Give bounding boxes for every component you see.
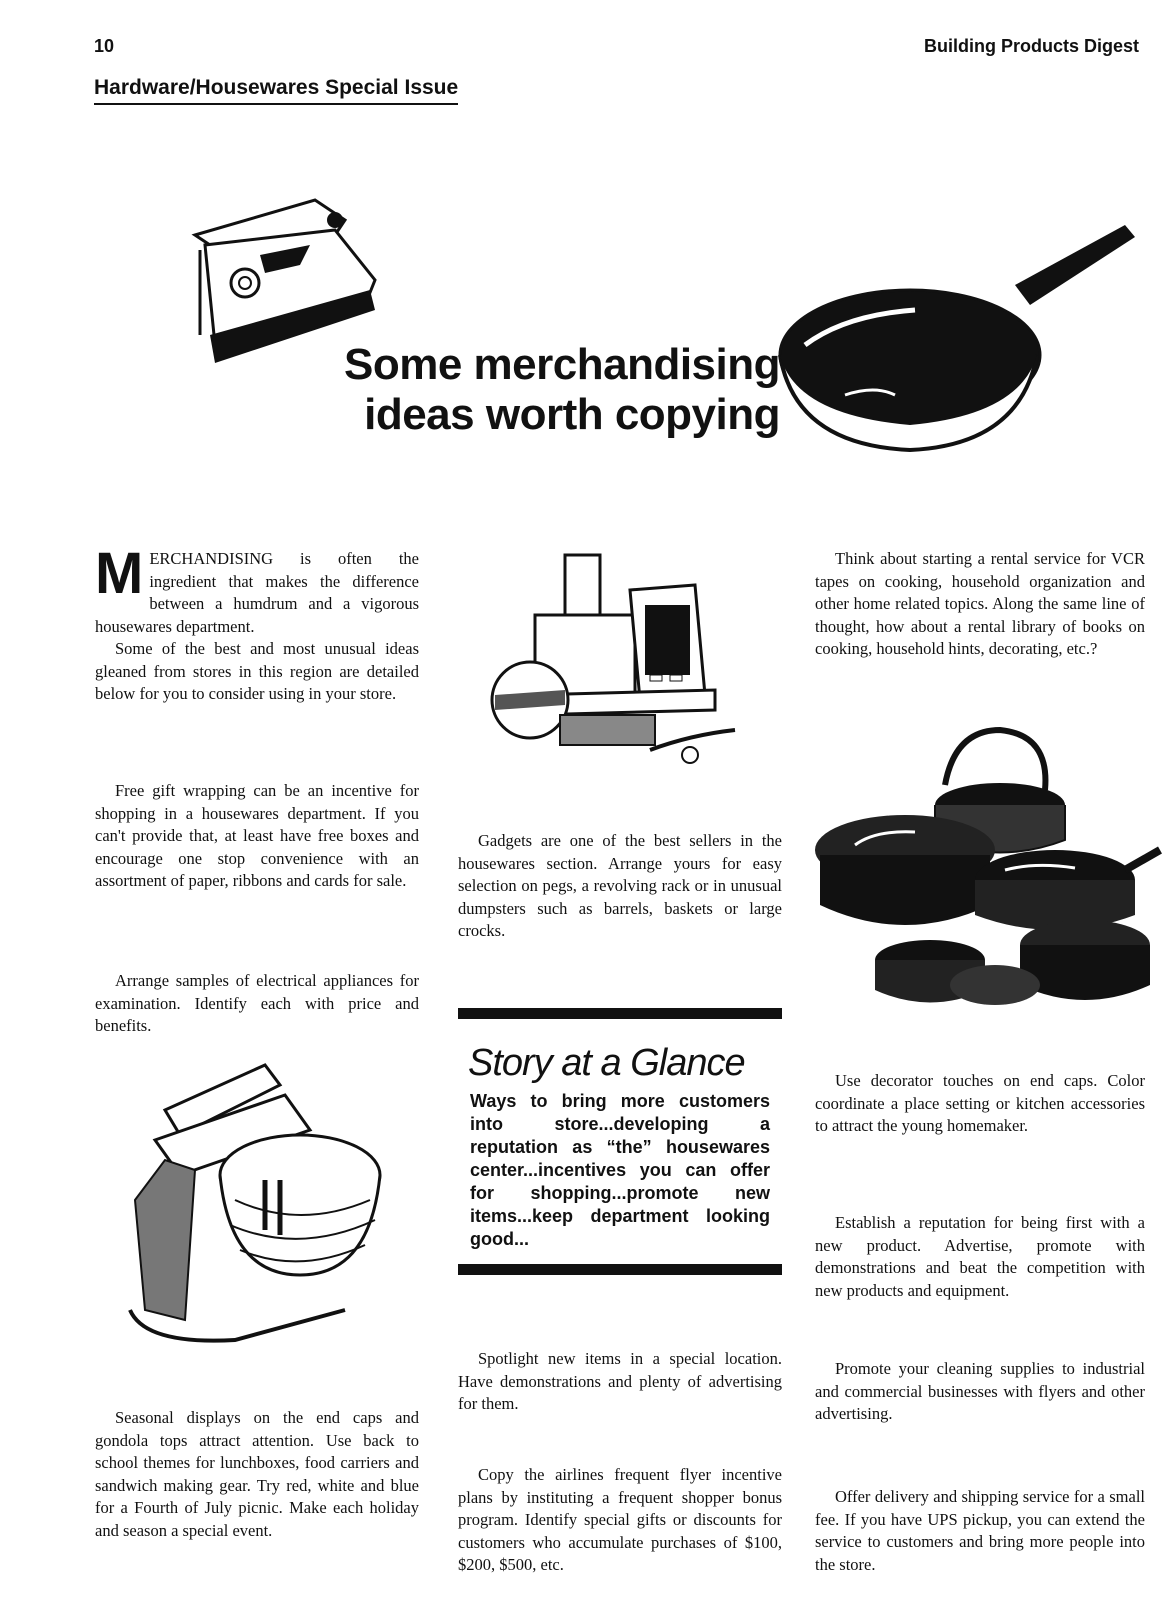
seasonal-text: Seasonal displays on the end caps and gondola tops attract attention. Use back to school themes for lunchboxes, food carriers and sandwich making gear. Try red, white and blue for a Fourth of July picnic. Make each holiday and season a special event.	[95, 1408, 419, 1540]
headline	[230, 340, 780, 440]
cleaning-tip	[815, 1358, 1145, 1426]
food-processor-illustration	[490, 550, 750, 775]
drop-cap: M	[95, 541, 144, 606]
glance-body: Ways to bring more customers into store...developing a reputation as “the” housewares center...incentives you can offer for shopping...promote new items...keep department looking good...	[470, 1091, 770, 1249]
glance-title: Story at a Glance	[468, 1042, 745, 1084]
intro-text	[95, 541, 419, 706]
stand-mixer-illustration	[125, 1060, 385, 1350]
rental-text: Think about starting a rental service for VCR tapes on cooking, household organization and other home related topics. Along the same line of thought, how about a rental library of books on cooking, household hints, decorating, etc.?	[815, 549, 1145, 658]
reputation-tip	[815, 1212, 1145, 1302]
decorator-text: Use decorator touches on end caps. Color coordinate a place setting or kitchen accessories to attract the young homemaker.	[815, 1071, 1145, 1135]
delivery-text: Offer delivery and shipping service for a small fee. If you have UPS pickup, you can extend the service to customers and bring more people into the store.	[815, 1487, 1145, 1574]
delivery-tip	[815, 1486, 1145, 1576]
rental-tip	[815, 548, 1145, 661]
frequent-flyer-text: Copy the airlines frequent flyer incentive plans by instituting a frequent shopper bonus program. Identify special gifts or discounts for customers who accumulate purchases of $100, $200, $500, etc.	[458, 1465, 782, 1574]
reputation-text: Establish a reputation for being first with a new product. Advertise, promote with demonstrations and beat the competition with new products and equipment.	[815, 1213, 1145, 1300]
gadgets-text: Gadgets are one of the best sellers in the housewares section. Arrange yours for easy selection on pegs, a revolving rack or in unusual dumpsters such as barrels, baskets or large crocks.	[458, 831, 782, 940]
section-title: Hardware/Housewares Special Issue	[94, 76, 458, 105]
intro-paragraph-2: Some of the best and most unusual ideas gleaned from stores in this region are detailed below for you to consider using in your store.	[95, 639, 419, 703]
cleaning-text: Promote your cleaning supplies to industrial and commercial businesses with flyers and other advertising.	[815, 1359, 1145, 1423]
headline-line-1: Some merchandising	[343, 340, 780, 389]
spotlight-tip	[458, 1348, 782, 1416]
publication-name: Building Products Digest	[923, 36, 1139, 56]
intro-paragraph-1: ERCHANDISING is often the ingredient that makes the difference between a humdrum and a vigorous housewares department.	[95, 549, 419, 636]
decorator-tip	[815, 1070, 1145, 1138]
gift-wrapping-text: Free gift wrapping can be an incentive for shopping in a housewares department. If you can't provide that, at least have free boxes and encourage one stop convenience with an assortment of paper, ribbons and cards for sale.	[95, 781, 419, 890]
headline-line-2: ideas worth copying	[364, 390, 780, 439]
frying-pan-illustration	[775, 225, 1140, 460]
page-number: 10	[94, 36, 115, 56]
spotlight-text: Spotlight new items in a special location. Have demonstrations and plenty of advertising for them.	[458, 1349, 782, 1413]
samples-text: Arrange samples of electrical appliances for examination. Identify each with price and benefits.	[95, 971, 419, 1035]
glance-bottom-rule	[458, 1264, 782, 1275]
gift-wrapping-tip	[95, 780, 419, 893]
samples-tip	[95, 970, 419, 1038]
gadgets-tip	[458, 830, 782, 943]
cookware-set-illustration	[815, 720, 1165, 1020]
seasonal-tip	[95, 1407, 419, 1542]
frequent-flyer-tip	[458, 1464, 782, 1577]
glance-top-rule	[458, 1008, 782, 1019]
